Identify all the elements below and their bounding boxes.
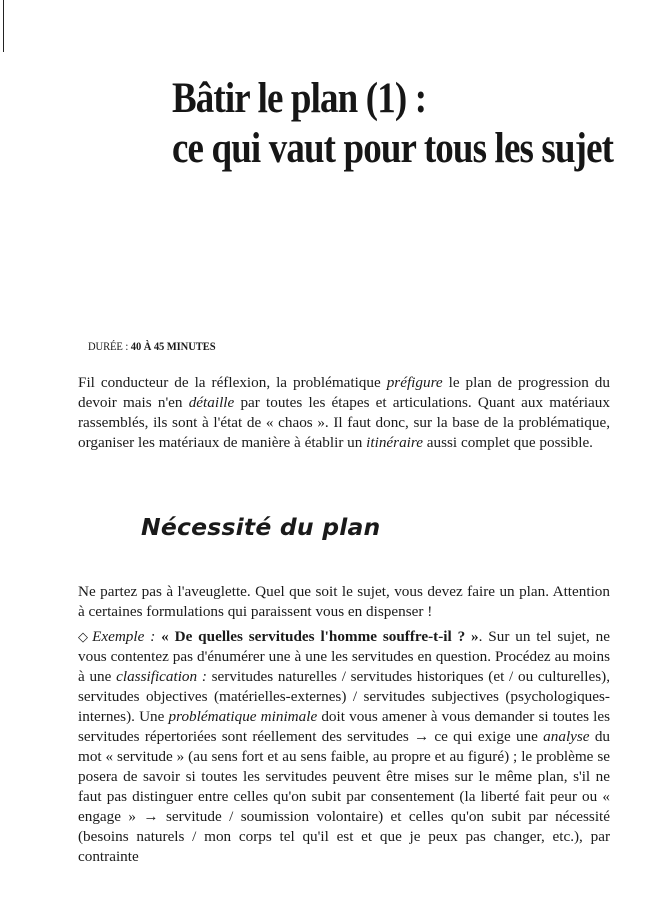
intro-text-4: aussi complet que possible. xyxy=(422,434,593,451)
example-label: Exemple : xyxy=(92,628,162,645)
duration-value: 40 À 45 MINUTES xyxy=(130,341,216,353)
chapter-title xyxy=(172,74,614,174)
intro-text-2: le plan de progression du devoir mais n'en xyxy=(78,374,610,411)
example-emphasis-analyse: analyse xyxy=(543,728,590,745)
chapter-title-line-1: Bâtir le plan (1) : xyxy=(172,75,427,122)
intro-text-1: Fil conducteur de la réflexion, la problématique xyxy=(78,374,387,391)
intro-paragraph xyxy=(78,373,610,453)
example-question: « De quelles servitudes l'homme souffre-t-il ? » xyxy=(161,628,479,645)
example-paragraph xyxy=(78,627,610,867)
example-emphasis-problematique: problématique minimale xyxy=(168,708,318,725)
section-heading: Nécessité du plan xyxy=(141,513,381,541)
diamond-icon: ◇ xyxy=(78,629,91,644)
duration-line xyxy=(88,341,216,353)
duration-label: DURÉE : xyxy=(88,341,131,353)
warning-paragraph: Ne partez pas à l'aveuglette. Quel que soit le sujet, vous devez faire un plan. Attention à certaines formulations qui paraissent vous en dispenser ! xyxy=(78,583,610,620)
intro-text-3: par toutes les étapes et articulations. Quant aux matériaux rassemblés, ils sont à l'état de « chaos ». Il faut donc, sur la base de la problématique, organiser les matériaux de manière à établir un xyxy=(78,394,610,451)
example-text-2: servitudes naturelles / servitudes historiques (et / ou culturelles), servitudes objectives (matérielles-externes) / servitudes subjectives (psychologiques-internes). Une xyxy=(78,668,611,725)
intro-emphasis-itineraire: itinéraire xyxy=(366,434,423,451)
example-text-1: . Sur un tel sujet, ne vous contentez pas d'énumérer une à une les servitudes en question. Procédez au moins à une xyxy=(78,628,611,685)
example-text-4: du mot « servitude » (au sens fort et au sens faible, au propre et au figuré) ; le problème se posera de savoir si toutes les servitudes peuvent être mises sur le même plan, s'il ne faut pas distinguer entre celles qu'on subit par consentement (la liberté fait peur ou « engage » → servitude / soumission volontaire) et celles qu'on subit par nécessité (besoins naturels / mon corps tel qu'il est et que je peux pas changer, etc.), par contrainte xyxy=(78,728,611,865)
intro-emphasis-prefigure: préfigure xyxy=(386,374,443,391)
intro-emphasis-detaille: détaille xyxy=(188,394,235,411)
example-emphasis-classification: classification : xyxy=(116,668,207,685)
example-text-3: doit vous amener à vous demander si toutes les servitudes répertoriées sont réellement des servitudes → ce qui exige une xyxy=(78,708,611,745)
margin-rule xyxy=(3,0,4,52)
chapter-title-line-2: ce qui vaut pour tous les sujet xyxy=(172,125,614,172)
